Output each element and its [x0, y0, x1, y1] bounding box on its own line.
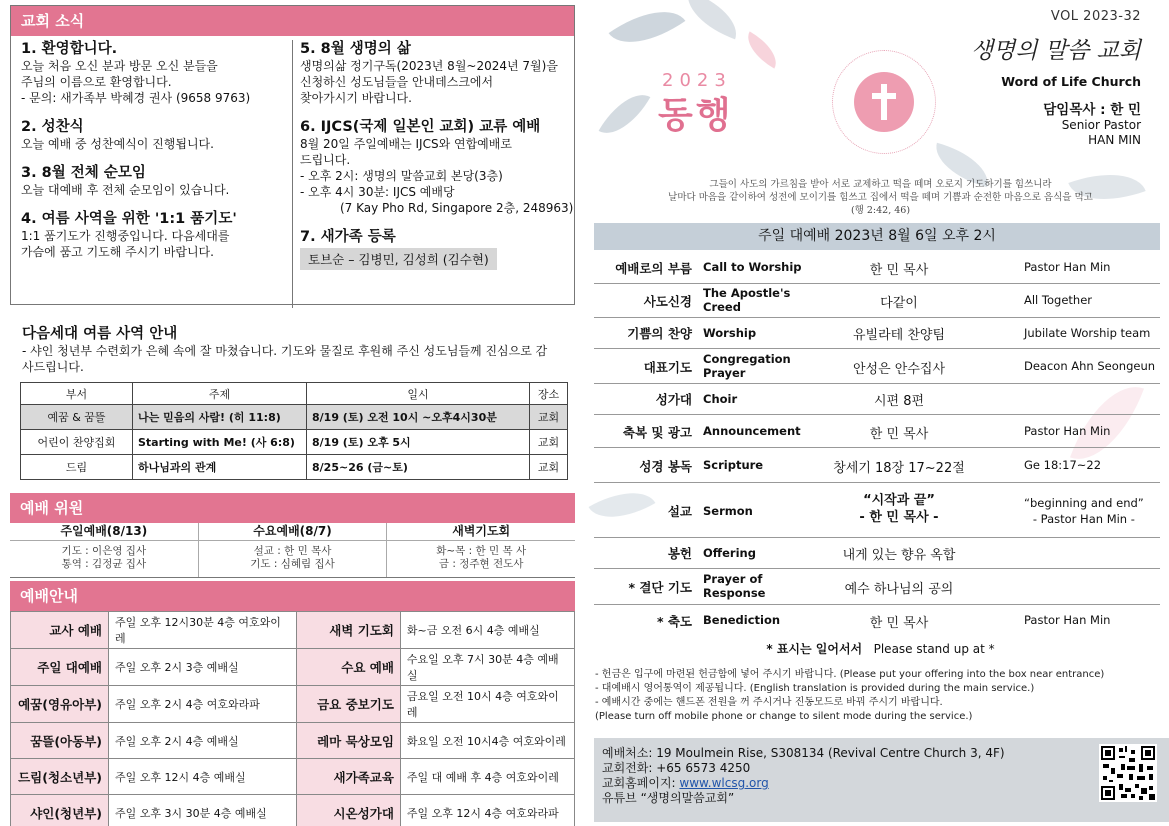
news-item-body: 1:1 품기도가 진행중입니다. 다음세대를 가슴에 품고 기도해 주시기 바랍니다. [21, 229, 230, 259]
guide-label: 주일 대예배 [11, 649, 109, 686]
duty-head: 수요예배(8/7) [199, 523, 387, 541]
guide-label: 예꿈(영유아부) [11, 686, 109, 723]
table-row [11, 612, 575, 649]
table-row [21, 405, 568, 430]
order-ko: 대표기도 [643, 360, 692, 375]
order-row [594, 384, 1160, 415]
news-item-title: 2. 성찬식 [21, 119, 84, 135]
news-item [21, 118, 283, 152]
next-gen-table [20, 382, 568, 480]
church-name-english: Word of Life Church [1001, 74, 1141, 89]
table-cell: 8/25~26 (금~토) [307, 455, 530, 480]
worship-committee-grid [10, 523, 575, 578]
footer-website-label: 교회홈페이지: [602, 776, 680, 790]
order-ko: 봉헌 [667, 546, 692, 561]
table-header: 일시 [307, 383, 530, 405]
order-ko: 기쁨의 찬양 [627, 326, 692, 341]
volume-number: VOL 2023-32 [1050, 9, 1141, 24]
new-family-tag: 토브순 – 김병민, 김성희 (김수현) [300, 248, 497, 270]
worship-committee-section [10, 493, 575, 578]
table-header: 부서 [21, 383, 133, 405]
guide-label: 수요 예배 [296, 649, 400, 686]
worship-guide-title: 예배안내 [10, 581, 575, 611]
order-en: Congregation Prayer [703, 352, 791, 380]
table-cell: 하나님과의 관계 [133, 455, 307, 480]
next-gen-title: 다음세대 여름 사역 안내 [22, 326, 178, 342]
guide-value: 주일 오후 2시 4층 여호와라파 [109, 686, 297, 723]
order-ko: * 축도 [656, 614, 692, 629]
order-leader-en: Pastor Han Min [1024, 424, 1111, 438]
table-row [11, 686, 575, 723]
order-ko: 축복 및 광고 [622, 425, 692, 440]
guide-value: 주일 오후 12시 4층 여호와라파 [400, 795, 574, 826]
table-cell: 교회 [530, 405, 568, 430]
guide-value: 주일 오후 2시 4층 예배실 [109, 723, 297, 759]
table-header-row [21, 383, 568, 405]
news-column-left [21, 40, 283, 272]
church-contact-footer [594, 738, 1169, 822]
table-cell: Starting with Me! (사 6:8) [133, 430, 307, 455]
right-page [592, 0, 1169, 826]
table-cell: 교회 [530, 430, 568, 455]
order-leader: 한 민 목사 [869, 263, 929, 278]
news-item-title: 6. IJCS(국제 일본인 교회) 교류 예배 [300, 119, 541, 135]
guide-label: 금요 중보기도 [296, 686, 400, 723]
scripture-verse-line1: 그들이 사도의 가르침을 받아 서로 교제하고 떡을 떼며 오로지 기도하기를 힘쓰니라 [709, 179, 1052, 190]
scripture-verse-line2: 날마다 마음을 같이하여 성전에 모이기를 힘쓰고 집에서 떡을 떼며 기쁨과 순전한 마음으로 음식을 먹고 [668, 192, 1093, 203]
order-leader: 예수 하나님의 공의 [844, 582, 954, 597]
sermon-title: “시작과 끝” - 한 민 목사 - [859, 493, 939, 525]
order-row [594, 318, 1160, 349]
guide-label: 시온성가대 [296, 795, 400, 826]
sermon-title-en: “beginning and end” - Pastor Han Min - [1024, 496, 1144, 526]
worship-committee-title: 예배 위원 [10, 493, 575, 523]
order-row [594, 483, 1160, 538]
guide-label: 교사 예배 [11, 612, 109, 649]
order-row [594, 448, 1160, 483]
news-item-title: 1. 환영합니다. [21, 41, 118, 57]
order-en: Announcement [703, 424, 801, 438]
order-en: Offering [703, 546, 756, 560]
table-row [11, 759, 575, 795]
guide-label: 새가족교육 [296, 759, 400, 795]
footer-website-line [602, 776, 1161, 791]
news-item [300, 118, 577, 216]
duty-body: 설교 : 한 민 목사 기도 : 심혜림 집사 [250, 545, 335, 570]
order-ko: 사도신경 [643, 294, 692, 309]
order-en: Prayer of Response [703, 572, 766, 600]
order-leader: 창세기 18장 17~22절 [833, 461, 965, 476]
guide-value: 주일 오후 12시 4층 예배실 [109, 759, 297, 795]
guide-label: 새벽 기도회 [296, 612, 400, 649]
stand-note-english: Please stand up at * [873, 642, 995, 656]
guide-label: 드림(청소년부) [11, 759, 109, 795]
order-en: The Apostle's Creed [703, 286, 791, 314]
left-page [10, 5, 575, 821]
order-leader-en: Ge 18:17~22 [1024, 458, 1102, 472]
next-gen-body: - 샤인 청년부 수련회가 은혜 속에 잘 마쳤습니다. 기도와 물질로 후원해 주신 성도님들께 진심으로 감사드립니다. [22, 344, 548, 374]
order-leader: 안성은 안수집사 [852, 362, 946, 377]
duty-column [386, 523, 575, 577]
table-cell: 나는 믿음의 사람! (히 11:8) [133, 405, 307, 430]
news-item [300, 228, 577, 270]
table-row [21, 455, 568, 480]
news-item-body: 오늘 처음 오신 분과 방문 오신 분들을 주님의 이름으로 환영합니다. - 문의: 새가족부 박혜경 권사 (9658 9763) [21, 59, 251, 105]
order-leader-en: All Together [1024, 293, 1092, 307]
church-news-title: 교회 소식 [11, 6, 574, 36]
guide-value: 수요일 오후 7시 30분 4층 예배실 [400, 649, 574, 686]
guide-label: 레마 묵상모임 [296, 723, 400, 759]
duty-column [198, 523, 387, 577]
guide-value: 화요일 오전 10시4층 여호와이레 [400, 723, 574, 759]
leaf-decoration [599, 83, 651, 145]
order-en: Sermon [703, 504, 753, 518]
order-row [594, 252, 1160, 284]
ring-decoration [832, 50, 936, 154]
table-row [11, 795, 575, 826]
order-leader-en: Deacon Ahn Seongeun [1024, 359, 1156, 373]
guide-value: 주일 오후 2시 3층 예배실 [109, 649, 297, 686]
worship-guide-table [10, 611, 575, 826]
leaf-decoration [679, 0, 746, 39]
church-name-korean: 생명의 말씀 교회 [970, 38, 1141, 64]
news-item [21, 210, 283, 260]
table-cell: 8/19 (토) 오전 10시 ~오후4시30분 [307, 405, 530, 430]
order-ko: 예배로의 부름 [615, 261, 692, 276]
footer-phone: 교회전화: +65 6573 4250 [602, 761, 751, 775]
order-leader: 유빌라테 찬양팀 [852, 328, 946, 343]
footer-youtube: 유튜브 “생명의말씀교회” [602, 791, 735, 805]
table-header: 주제 [133, 383, 307, 405]
stand-note-korean: * 표시는 일어서서 [766, 642, 863, 656]
news-item [300, 40, 577, 106]
guide-value: 주일 오후 12시30분 4층 여호와이레 [109, 612, 297, 649]
order-en: Call to Worship [703, 260, 802, 274]
duty-head: 새벽기도회 [387, 523, 575, 541]
worship-guide-section [10, 581, 575, 826]
order-en: Scripture [703, 458, 764, 472]
table-cell: 교회 [530, 455, 568, 480]
news-item-title: 5. 8월 생명의 삶 [300, 41, 411, 57]
order-row [594, 569, 1160, 605]
news-item-body: 8월 20일 주일예배는 IJCS와 연합예배로 드립니다. - 오후 2시: 생명의 말씀교회 본당(3층) - 오후 4시 30분: IJCS 예배당 [300, 137, 512, 199]
guide-value: 금요일 오전 10시 4층 여호와이레 [400, 686, 574, 723]
scripture-verse-ref: (행 2:42, 46) [850, 205, 911, 216]
website-link[interactable]: www.wlcsg.org [679, 776, 769, 790]
order-row [594, 538, 1160, 569]
order-row [594, 284, 1160, 318]
table-cell: 드림 [21, 455, 133, 480]
table-cell: 예꿈 & 꿈뜰 [21, 405, 133, 430]
table-cell: 어린이 찬양집회 [21, 430, 133, 455]
news-item-body: 오늘 예배 중 성찬예식이 진행됩니다. [21, 137, 214, 151]
table-cell: 8/19 (토) 오후 5시 [307, 430, 530, 455]
order-row [594, 415, 1160, 448]
guide-value: 주일 오후 3시 30분 4층 예배실 [109, 795, 297, 826]
service-title: 주일 대예배 2023년 8월 6일 오후 2시 [594, 223, 1160, 250]
news-item-title: 4. 여름 사역을 위한 '1:1 품기도' [21, 211, 237, 227]
news-item [21, 164, 283, 198]
order-leader: 한 민 목사 [869, 616, 929, 631]
order-ko: 성가대 [655, 392, 692, 407]
guide-label: 꿈뜰(아동부) [11, 723, 109, 759]
next-gen-section [10, 310, 575, 490]
order-row [594, 349, 1160, 384]
order-leader-en: Jubilate Worship team [1024, 326, 1151, 340]
news-item-body: 오늘 대예배 후 전체 순모임이 있습니다. [21, 183, 230, 197]
theme-title: 동행 [658, 95, 734, 136]
table-row [11, 723, 575, 759]
order-leader-en: Pastor Han Min [1024, 613, 1111, 627]
duty-body: 화~목 : 한 민 목 사 금 : 정주현 전도사 [436, 545, 527, 570]
service-notes: - 헌금은 입구에 마련된 헌금함에 넣어 주시기 바랍니다. (Please put your offering into the box near entrance) - 대예배시 영어통역이 제공됩니다. (English translation is provided during the main service.) - 예배시간 중에는 핸드폰 전원을 꺼 주시거나 진동모드로 바꿔 주시기 바랍니다. (Please turn off mobile phone or change to silent mode during the service.) [595, 669, 1105, 722]
order-en: Worship [703, 326, 757, 340]
pastor-name-english: HAN MIN [1088, 133, 1141, 147]
news-column-right [292, 40, 577, 308]
news-item-address: (7 Kay Pho Rd, Singapore 2층, 248963) [340, 201, 574, 215]
order-leader: 다같이 [880, 296, 918, 311]
order-ko: 성경 봉독 [639, 459, 692, 474]
order-leader: 시편 8편 [873, 394, 925, 409]
order-en: Choir [703, 392, 738, 406]
order-ko: * 결단 기도 [628, 580, 692, 595]
qr-code-icon[interactable] [1099, 744, 1157, 802]
news-item [21, 40, 283, 106]
order-leader-en: Pastor Han Min [1024, 260, 1111, 274]
duty-body: 기도 : 이은영 집사 통역 : 김정균 집사 [61, 545, 147, 570]
order-en: Benediction [703, 613, 781, 627]
order-leader: 한 민 목사 [869, 427, 929, 442]
news-item-title: 3. 8월 전체 순모임 [21, 165, 146, 181]
guide-value: 화~금 오전 6시 4층 예배실 [400, 612, 574, 649]
table-header: 장소 [530, 383, 568, 405]
stand-note [592, 640, 1169, 657]
order-row [594, 605, 1160, 635]
guide-value: 주일 대 예배 후 4층 여호와이레 [400, 759, 574, 795]
leaf-decoration [609, 0, 686, 61]
pastor-korean: 담임목사 : 한 민 [1043, 102, 1141, 118]
order-leader: 내게 있는 향유 옥합 [842, 548, 956, 563]
theme-year: 2023 [662, 70, 732, 91]
duty-column [10, 523, 198, 577]
church-news-section [10, 5, 575, 305]
footer-address: 예배처소: 19 Moulmein Rise, S308134 (Revival Centre Church 3, 4F) [602, 746, 1005, 760]
news-item-title: 7. 새가족 등록 [300, 229, 396, 245]
order-ko: 설교 [667, 504, 692, 519]
guide-label: 샤인(청년부) [11, 795, 109, 826]
leaf-decoration [740, 31, 785, 68]
table-row [11, 649, 575, 686]
news-item-body: 생명의삶 정기구독(2023년 8월~2024년 7월)을 신청하신 성도님들을 안내데스크에서 찾아가시기 바랍니다. [300, 59, 558, 105]
table-row [21, 430, 568, 455]
duty-head: 주일예배(8/13) [10, 523, 198, 541]
pastor-title-english: Senior Pastor [1061, 118, 1141, 132]
